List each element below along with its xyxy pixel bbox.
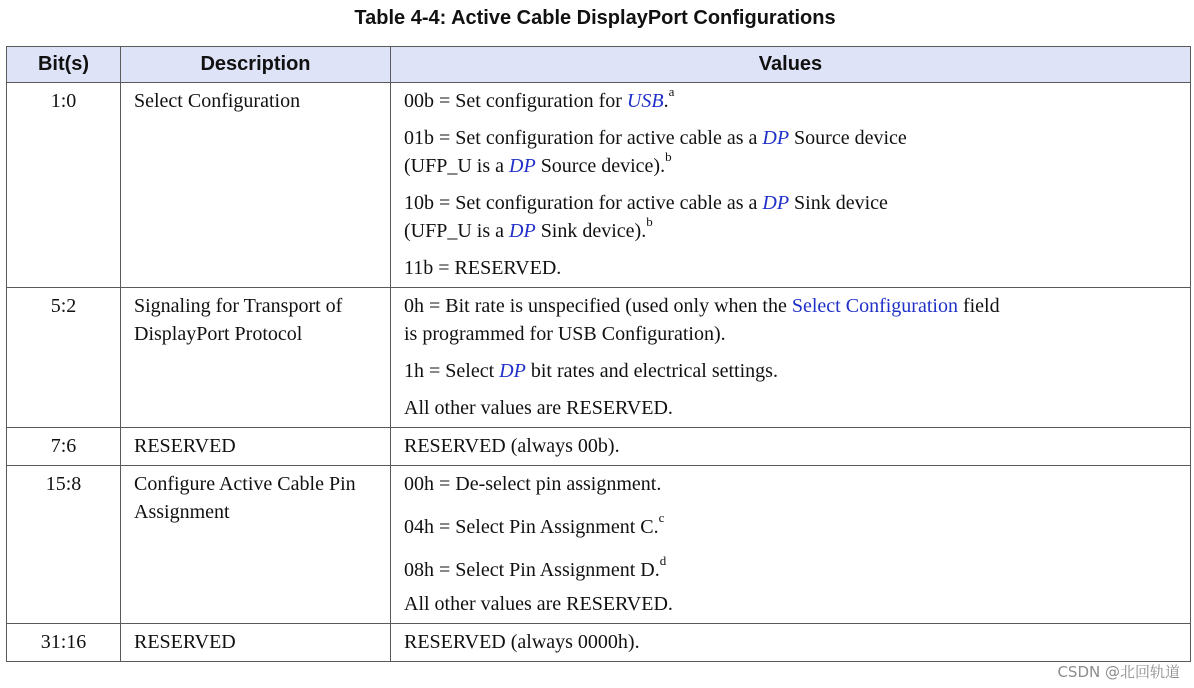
- bits-cell: 15:8: [7, 466, 121, 624]
- value-text: Source device: [789, 127, 907, 149]
- description-cell: Signaling for Transport of DisplayPort Protocol: [121, 288, 391, 428]
- value-line: [404, 189, 1182, 245]
- header-description: Description: [121, 47, 391, 83]
- table-row: [7, 466, 1191, 624]
- header-bits: Bit(s): [7, 47, 121, 83]
- values-cell: [391, 466, 1191, 624]
- term-link[interactable]: DP: [509, 220, 536, 242]
- value-text: Sink device: [789, 192, 888, 214]
- header-values: Values: [391, 47, 1191, 83]
- value-line: [404, 590, 1182, 618]
- table-row: [7, 428, 1191, 466]
- term-link[interactable]: DP: [499, 360, 526, 382]
- term-link[interactable]: DP: [509, 155, 536, 177]
- table-title: Table 4-4: Active Cable DisplayPort Configurations: [354, 7, 836, 29]
- footnote-marker: c: [658, 510, 665, 526]
- term-link[interactable]: USB: [626, 90, 664, 112]
- bits-cell: 31:16: [7, 624, 121, 662]
- bits-cell: 5:2: [7, 288, 121, 428]
- value-text: (UFP_U is a: [404, 155, 510, 177]
- values-cell: [391, 624, 1191, 662]
- term-link[interactable]: DP: [762, 192, 790, 214]
- value-line: [404, 254, 1182, 282]
- value-text: RESERVED (always 00b).: [404, 435, 620, 457]
- config-table: [6, 46, 1191, 662]
- table-row: [7, 83, 1191, 288]
- value-text: 00h = De-select pin assignment.: [404, 473, 662, 495]
- footnote-marker: d: [659, 553, 667, 569]
- value-line: [404, 84, 1182, 115]
- bits-cell: 7:6: [7, 428, 121, 466]
- value-line: [404, 357, 1182, 385]
- value-line: [404, 292, 1182, 348]
- value-text: 10b = Set configuration for active cable as a: [404, 192, 763, 214]
- value-text: 11b = RESERVED.: [404, 257, 562, 279]
- footnote-marker: b: [665, 149, 672, 165]
- term-link[interactable]: DP: [762, 127, 790, 149]
- description-cell: RESERVED: [121, 624, 391, 662]
- bits-cell: 1:0: [7, 83, 121, 288]
- value-text: Source device).: [535, 155, 666, 177]
- table-row: [7, 624, 1191, 662]
- value-text: .: [663, 90, 669, 112]
- value-text: 1h = Select: [404, 360, 500, 382]
- value-text: 0h = Bit rate is unspecified (used only when the: [404, 295, 792, 317]
- value-line: [404, 394, 1182, 422]
- value-text: 08h = Select Pin Assignment D.: [404, 559, 660, 581]
- description-cell: RESERVED: [121, 428, 391, 466]
- value-text: Sink device).: [535, 220, 647, 242]
- value-line: [404, 553, 1182, 584]
- values-cell: [391, 288, 1191, 428]
- value-line: [404, 470, 1182, 498]
- value-text: field: [957, 295, 1000, 317]
- table-row: [7, 288, 1191, 428]
- value-line: [404, 510, 1182, 541]
- value-text: 00b = Set configuration for: [404, 90, 627, 112]
- value-text: 04h = Select Pin Assignment C.: [404, 516, 659, 538]
- value-text: All other values are RESERVED.: [404, 397, 673, 419]
- description-cell: Select Configuration: [121, 83, 391, 288]
- value-text: All other values are RESERVED.: [404, 593, 673, 615]
- header-row: [7, 47, 1191, 83]
- value-text: is programmed for USB Configuration).: [404, 323, 726, 345]
- value-line: [404, 124, 1182, 180]
- values-cell: [391, 428, 1191, 466]
- value-text: (UFP_U is a: [404, 220, 510, 242]
- footnote-marker: b: [646, 214, 653, 230]
- watermark-text: CSDN @北回轨道: [1057, 663, 1180, 681]
- value-text: 01b = Set configuration for active cable as a: [404, 127, 763, 149]
- value-text: bit rates and electrical settings.: [525, 360, 778, 382]
- values-cell: [391, 83, 1191, 288]
- description-cell: Configure Active Cable Pin Assignment: [121, 466, 391, 624]
- value-line: [404, 628, 1182, 656]
- footnote-marker: a: [668, 84, 675, 100]
- term-link[interactable]: Select Configuration: [791, 295, 958, 317]
- value-text: RESERVED (always 0000h).: [404, 631, 640, 653]
- value-line: [404, 432, 1182, 460]
